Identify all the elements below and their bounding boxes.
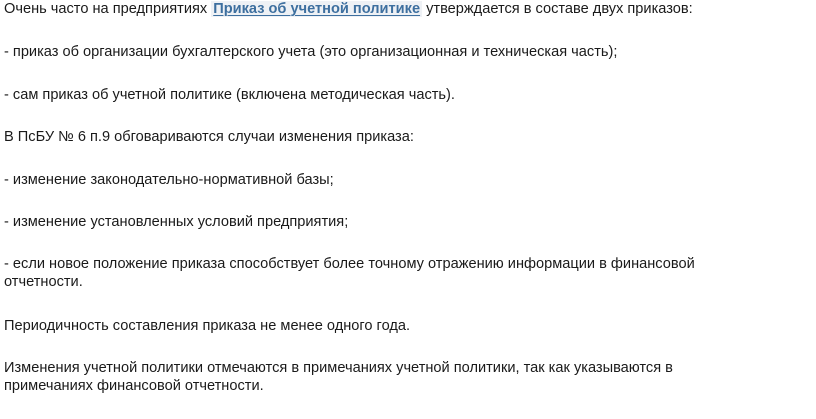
list-item-policy-order: - сам приказ об учетной политике (включена методическая часть). <box>4 87 455 103</box>
pbu-note-paragraph: В ПсБУ № 6 п.9 обговариваются случаи изменения приказа: <box>4 129 414 145</box>
intro-text-after: утверждается в составе двух приказов: <box>422 1 693 17</box>
list-item-case-2: - изменение установленных условий предприятия; <box>4 214 349 230</box>
periodicity-paragraph: Периодичность составления приказа не менее одного года. <box>4 318 411 334</box>
intro-text-before: Очень часто на предприятиях <box>4 1 212 17</box>
list-item-case-3: - если новое положение приказа способствует более точному отражению информации в финансовой отчетности. <box>4 256 695 290</box>
list-item-org-order: - приказ об организации бухгалтерского учета (это организационная и техническая часть); <box>4 44 618 60</box>
intro-paragraph <box>4 0 693 18</box>
list-item-case-1: - изменение законодательно-нормативной базы; <box>4 172 334 188</box>
changes-note-paragraph: Изменения учетной политики отмечаются в примечаниях учетной политики, так как указываются в примечаниях финансовой отчетности. <box>4 360 673 394</box>
accounting-policy-link[interactable]: Приказ об учетной политике <box>213 1 421 17</box>
